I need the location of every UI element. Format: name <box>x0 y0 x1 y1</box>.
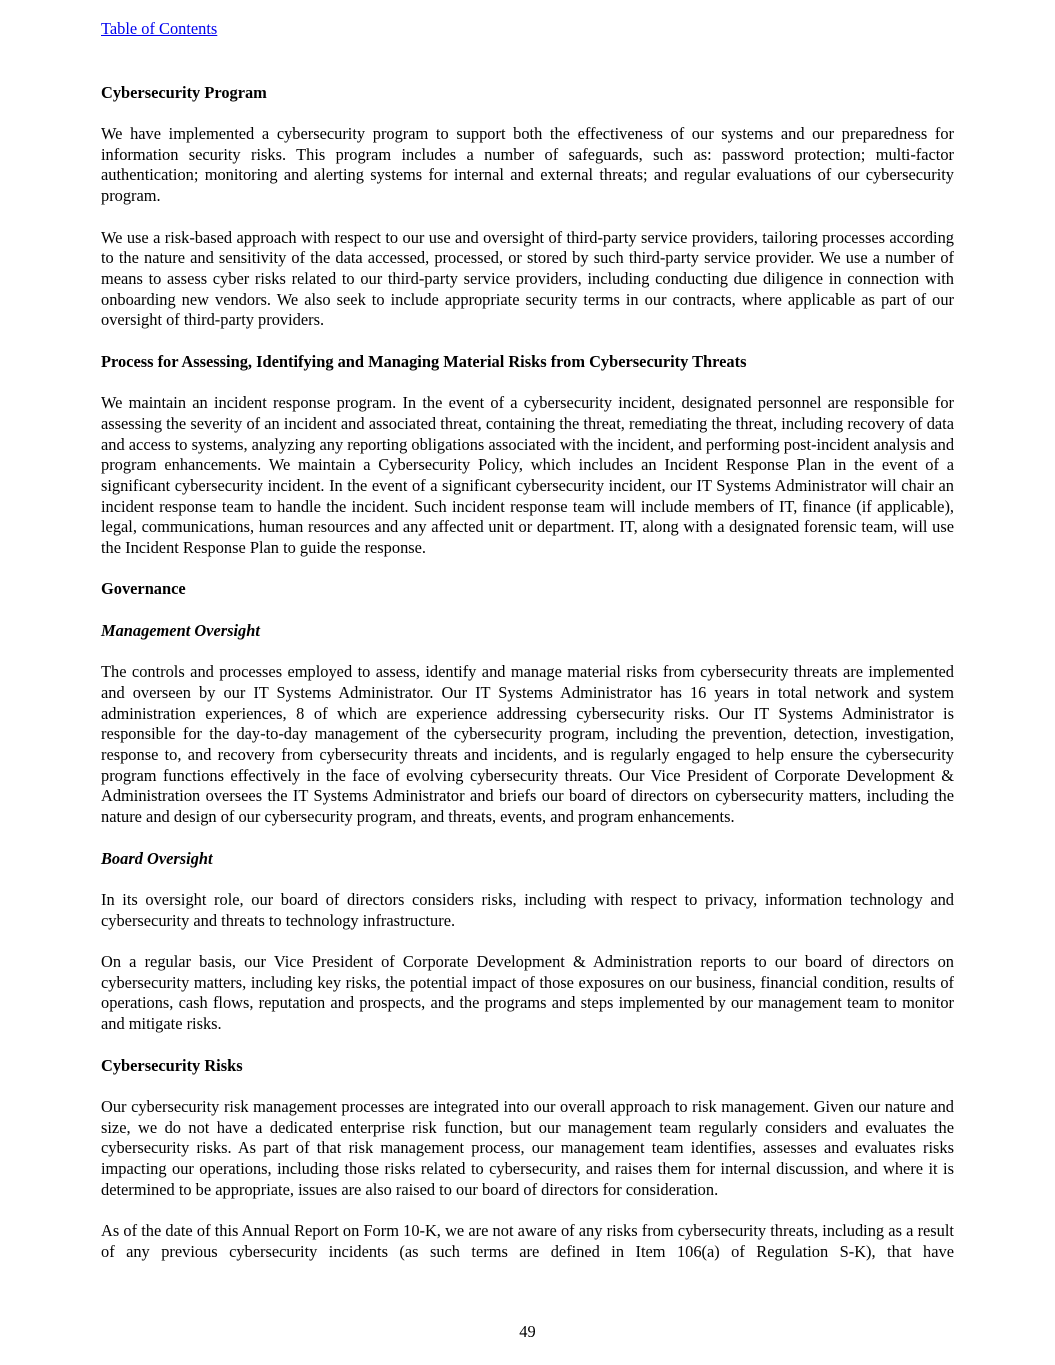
paragraph: Our cybersecurity risk management processes are integrated into our overall approach to risk management. Given our nature and size, we do not have a dedicated enterprise risk function, but our management team regularly considers and evaluates the cybersecurity risks. As part of that risk management process, our management team identifies, assesses and evaluates risks impacting our operations, including those risks related to cybersecurity, and raises them for internal discussion, and where it is determined to be appropriate, issues are also raised to our board of directors for consideration. <box>101 1096 954 1199</box>
paragraph: We use a risk-based approach with respect to our use and oversight of third-party service providers, tailoring processes according to the nature and sensitivity of the data accessed, processed, or stored by such third-party service provider. We use a number of means to assess cyber risks related to our third-party service providers, including conducting due diligence in connection with onboarding new vendors. We also seek to include appropriate security terms in our contracts, where applicable as part of our oversight of third-party providers. <box>101 227 954 330</box>
subsection-board-oversight <box>101 849 954 1056</box>
subsection-heading: Board Oversight <box>101 848 213 868</box>
paragraph: On a regular basis, our Vice President of Corporate Development & Administration reports to our board of directors on cybersecurity matters, including key risks, the potential impact of those exposures on our business, financial condition, results of operations, cash flows, reputation and prospects, and the programs and steps implemented by our management team to monitor and mitigate risks. <box>101 952 954 1034</box>
paragraph: In its oversight role, our board of directors considers risks, including with respect to privacy, information technology and cybersecurity and threats to technology infrastructure. <box>101 889 954 930</box>
paragraph-continued: As of the date of this Annual Report on Form 10-K, we are not aware of any risks from cybersecurity threats, including as a result of any previous cybersecurity incidents (as such terms are defined in Item 106(a) of Regulation S-K), that have <box>101 1221 954 1261</box>
table-of-contents-link[interactable]: Table of Contents <box>101 19 218 38</box>
section-heading: Governance <box>101 579 186 599</box>
section-governance <box>101 579 954 1055</box>
section-heading: Cybersecurity Program <box>101 82 267 102</box>
document-page <box>101 18 954 1263</box>
page-number: 49 <box>519 1322 536 1341</box>
section-cybersecurity-program <box>101 83 954 352</box>
section-cybersecurity-risks <box>101 1056 954 1263</box>
paragraph: We maintain an incident response program. In the event of a cybersecurity incident, designated personnel are responsible for assessing the severity of an incident and associated threat, containing the threat, remediating the threat, including recovery of data and access to systems, analyzing any reporting obligations associated with the incident, and performing post-incident analysis and program enhancements. We maintain a Cybersecurity Policy, which includes an Incident Response Plan in the event of a significant cybersecurity incident. In the event of a significant cybersecurity incident, our IT Systems Administrator will chair an incident response team to handle the incident. Such incident response team will include members of IT, finance (if applicable), legal, communications, human resources and any affected unit or department. IT, along with a designated forensic team, will use the Incident Response Plan to guide the response. <box>101 393 955 558</box>
subsection-management-oversight <box>101 621 954 849</box>
paragraph: The controls and processes employed to assess, identify and manage material risks from cybersecurity threats are implemented and overseen by our IT Systems Administrator. Our IT Systems Administrator has 16 years in total network and system administration experiences, 8 of which are experience addressing cybersecurity risks. Our IT Systems Administrator is responsible for the day-to-day management of the cybersecurity program, including the prevention, detection, investigation, response to, and recovery from cybersecurity threats and incidents, and is regularly engaged to help ensure the cybersecurity program functions effectively in the face of evolving cybersecurity threats. Our Vice President of Corporate Development & Administration oversees the IT Systems Administrator and briefs our board of directors on cybersecurity matters, including the nature and design of our cybersecurity program, and threats, events, and program enhancements. <box>101 662 954 827</box>
paragraph: We have implemented a cybersecurity program to support both the effectiveness of our systems and our preparedness for information security risks. This program includes a number of safeguards, such as: password protection; multi-factor authentication; monitoring and alerting systems for internal and external threats; and regular evaluations of our cybersecurity program. <box>101 124 954 206</box>
section-heading: Cybersecurity Risks <box>101 1055 243 1075</box>
spacer <box>101 62 954 83</box>
subsection-heading: Management Oversight <box>101 620 260 640</box>
section-heading: Process for Assessing, Identifying and Managing Material Risks from Cybersecurity Threats <box>101 351 747 371</box>
spacer <box>101 40 954 62</box>
section-process <box>101 352 954 580</box>
